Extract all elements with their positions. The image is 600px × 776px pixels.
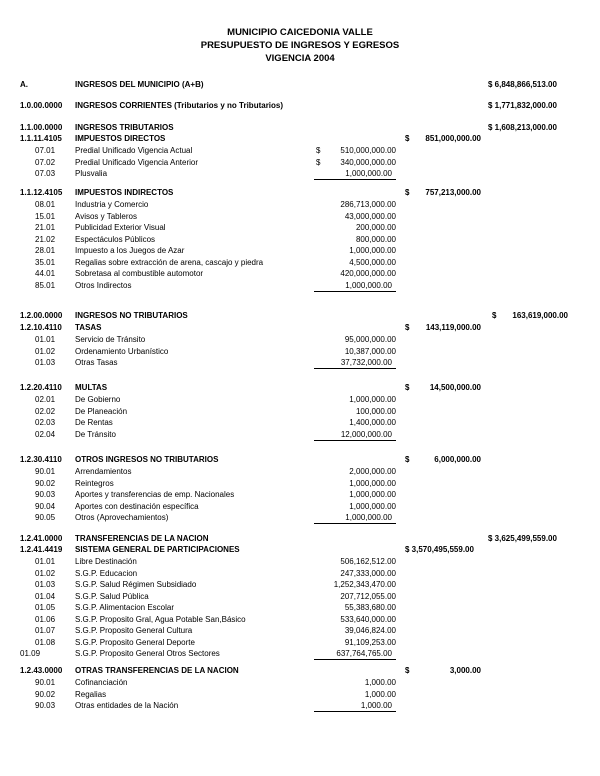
group-subtotal: $ 3,570,495,559.00 [405, 545, 474, 554]
group-code: 1.1.11.4105 [20, 134, 62, 143]
item-label: De Tránsito [75, 429, 116, 439]
item-code: 02.03 [35, 418, 56, 427]
item-code: 01.02 [35, 568, 56, 578]
item-label: Otras Tasas [75, 358, 118, 367]
item-code: 01.01 [35, 335, 56, 344]
group-code: 1.2.20.4110 [20, 383, 62, 392]
item-label: Otros (Aprovechamientos) [75, 513, 169, 522]
currency-sign: $ [492, 311, 497, 320]
group-subtotal: 851,000,000.00 [425, 134, 481, 143]
item-label: Impuesto a los Juegos de Azar [75, 246, 185, 255]
account-code: 1.2.41.0000 [20, 534, 63, 543]
group-label: OTROS INGRESOS NO TRIBUTARIOS [75, 455, 219, 464]
item-label: Otras entidades de la Nación [75, 701, 179, 710]
item-amount: 533,640,000.00 [340, 614, 396, 624]
item-label: Sobretasa al combustible automotor [75, 269, 204, 278]
item-code: 28.01 [35, 246, 56, 255]
account-total: $ 3,625,499,559.00 [488, 534, 557, 543]
item-label: Reintegros [75, 478, 114, 488]
item-code: 90.04 [35, 501, 56, 511]
item-amount: 510,000,000.00 [340, 146, 396, 155]
item-code: 90.01 [35, 678, 56, 687]
item-label: Publicidad Exterior Visual [75, 223, 166, 232]
account-label: INGRESOS TRIBUTARIOS [75, 123, 174, 132]
item-code: 90.03 [35, 490, 56, 499]
group-label: OTRAS TRANSFERENCIAS DE LA NACION [75, 666, 239, 675]
account-label: INGRESOS CORRIENTES (Tributarios y no Tributarios) [75, 101, 284, 110]
item-amount: 1,000,000.00 [314, 281, 396, 292]
item-label: Cofinanciación [75, 678, 128, 687]
group-code: 1.2.43.0000 [20, 666, 63, 675]
item-label: Industria y Comercio [75, 200, 149, 209]
item-code: 90.01 [35, 467, 56, 476]
item-amount: 1,000,000.00 [349, 246, 396, 255]
account-total: 163,619,000.00 [512, 311, 568, 320]
item-code: 01.03 [35, 580, 56, 589]
item-amount: 1,000,000.00 [349, 395, 396, 404]
item-code: 01.06 [35, 614, 56, 624]
item-label: De Rentas [75, 418, 113, 427]
item-amount: 4,500,000.00 [349, 257, 396, 267]
item-code: 07.01 [35, 146, 56, 155]
item-label: S.G.P. Salud Pública [75, 591, 149, 601]
group-code: 1.1.12.4105 [20, 188, 63, 197]
group-code: 1.2.30.4110 [20, 455, 62, 464]
item-amount: 2,000,000.00 [349, 467, 396, 476]
item-code: 01.03 [35, 358, 56, 367]
item-label: S.G.P. Alimentacion Escolar [75, 603, 175, 612]
item-label: Predial Unificado Vigencia Actual [75, 146, 193, 155]
currency-sign: $ [405, 188, 410, 197]
item-code: 01.05 [35, 603, 56, 612]
group-code: 1.2.10.4110 [20, 323, 62, 332]
item-label: Otros Indirectos [75, 280, 132, 290]
account-total: $ 1,771,832,000.00 [488, 101, 557, 110]
item-code: 02.01 [35, 395, 56, 404]
item-amount: 10,387,000.00 [344, 346, 396, 356]
item-label: S.G.P. Educacion [75, 568, 138, 578]
item-label: Servicio de Tránsito [75, 335, 146, 344]
item-amount: 420,000,000.00 [340, 269, 396, 278]
account-label: INGRESOS NO TRIBUTARIOS [75, 311, 188, 320]
item-code: 08.01 [35, 200, 56, 209]
item-amount: 39,046,824.00 [344, 626, 396, 635]
item-code: 21.01 [35, 223, 56, 232]
item-code: 15.01 [35, 211, 56, 221]
account-label: INGRESOS DEL MUNICIPIO (A+B) [75, 80, 204, 89]
currency-sign: $ [405, 323, 410, 332]
item-label: S.G.P. Salud Régimen Subsidiado [75, 580, 197, 589]
item-code: 07.02 [35, 157, 56, 167]
group-subtotal: 757,213,000.00 [425, 188, 481, 197]
account-code: 1.0.00.0000 [20, 101, 63, 110]
currency-sign: $ [316, 157, 321, 167]
item-code: 01.01 [35, 557, 56, 566]
item-code: 90.02 [35, 689, 56, 699]
item-amount: 37,732,000.00 [314, 358, 396, 369]
item-label: Libre Destinación [75, 557, 137, 566]
account-total: $ 6,848,866,513.00 [488, 80, 557, 89]
item-amount: 800,000.00 [355, 234, 396, 244]
currency-sign: $ [405, 666, 410, 675]
item-label: Espectáculos Públicos [75, 234, 156, 244]
item-code: 07.03 [35, 169, 56, 178]
currency-sign: $ [405, 455, 410, 464]
report-title: PRESUPUESTO DE INGRESOS Y EGRESOS [200, 40, 400, 51]
item-code: 01.02 [35, 346, 56, 356]
item-amount: 55,383,680.00 [344, 603, 396, 612]
item-amount: 247,333,000.00 [340, 568, 396, 578]
item-amount: 1,000,000.00 [349, 501, 396, 511]
item-amount: 12,000,000.00 [314, 430, 396, 441]
group-label: MULTAS [75, 383, 108, 392]
item-label: Predial Unificado Vigencia Anterior [75, 157, 199, 167]
item-amount: 1,000,000.00 [314, 513, 396, 524]
item-amount: 207,712,055.00 [340, 591, 396, 601]
item-amount: 506,162,512.00 [340, 557, 396, 566]
item-label: Avisos y Tableros [75, 211, 137, 221]
item-amount: 200,000.00 [355, 223, 396, 232]
item-amount: 1,000.00 [364, 689, 396, 699]
item-code: 85.01 [35, 280, 56, 290]
item-amount: 1,252,343,470.00 [333, 580, 396, 589]
item-amount: 1,000,000.00 [314, 169, 396, 180]
item-label: Aportes y transferencias de emp. Nacionales [75, 490, 235, 499]
item-amount: 637,764,765.00 [314, 649, 396, 660]
item-amount: 1,000,000.00 [349, 478, 396, 488]
account-label: TRANSFERENCIAS DE LA NACION [75, 534, 209, 543]
item-amount: 43,000,000.00 [344, 211, 396, 221]
item-code: 90.02 [35, 478, 56, 488]
item-code: 90.05 [35, 513, 56, 522]
item-amount: 91,109,253.00 [344, 637, 396, 647]
item-amount: 100,000.00 [355, 406, 396, 416]
item-label: Ordenamiento Urbanístico [75, 346, 169, 356]
item-code: 35.01 [35, 257, 56, 267]
item-code: 21.02 [35, 234, 56, 244]
item-amount: 1,000.00 [314, 701, 396, 712]
item-code: 02.04 [35, 429, 56, 439]
item-label: S.G.P. Proposito General Otros Sectores [75, 649, 220, 658]
item-code: 90.03 [35, 701, 56, 710]
item-label: Regalias sobre extracción de arena, cascajo y piedra [75, 257, 264, 267]
group-subtotal: 3,000.00 [449, 666, 481, 675]
item-label: S.G.P. Proposito Gral, Agua Potable San,Básico [75, 614, 246, 624]
item-amount: 340,000,000.00 [340, 157, 396, 167]
item-code: 01.08 [35, 637, 56, 647]
item-code: 02.02 [35, 406, 56, 416]
account-code: A. [20, 80, 28, 89]
item-amount: 286,713,000.00 [340, 200, 396, 209]
group-subtotal: 143,119,000.00 [425, 323, 481, 332]
item-label: Aportes con destinación específica [75, 501, 199, 511]
item-label: De Planeación [75, 406, 128, 416]
currency-sign: $ [316, 146, 321, 155]
currency-sign: $ [405, 383, 410, 392]
item-label: S.G.P. Proposito General Deporte [75, 637, 195, 647]
group-code: 1.2.41.4419 [20, 545, 63, 554]
report-year: VIGENCIA 2004 [265, 53, 335, 64]
item-amount: 1,000,000.00 [349, 490, 396, 499]
item-label: S.G.P. Proposito General Cultura [75, 626, 193, 635]
item-code: 01.04 [35, 591, 56, 601]
municipality-title: MUNICIPIO CAICEDONIA VALLE [227, 27, 373, 38]
group-label: IMPUESTOS INDIRECTOS [75, 188, 174, 197]
group-subtotal: 6,000,000.00 [434, 455, 481, 464]
currency-sign: $ [405, 134, 410, 143]
item-amount: 1,400,000.00 [349, 418, 396, 427]
account-total: $ 1,608,213,000.00 [488, 123, 557, 132]
item-amount: 1,000.00 [364, 678, 396, 687]
item-code: 01.09 [20, 649, 41, 658]
group-label: TASAS [75, 323, 102, 332]
item-label: Regalias [75, 689, 107, 699]
group-label: SISTEMA GENERAL DE PARTICIPACIONES [75, 545, 240, 554]
item-label: Arrendamientos [75, 467, 132, 476]
group-label: IMPUESTOS DIRECTOS [75, 134, 166, 143]
item-label: Plusvalia [75, 169, 108, 178]
item-label: De Gobierno [75, 395, 121, 404]
item-code: 44.01 [35, 269, 56, 278]
account-code: 1.2.00.0000 [20, 311, 63, 320]
account-code: 1.1.00.0000 [20, 123, 63, 132]
group-subtotal: 14,500,000.00 [429, 383, 481, 392]
item-code: 01.07 [35, 626, 56, 635]
item-amount: 95,000,000.00 [344, 335, 396, 344]
